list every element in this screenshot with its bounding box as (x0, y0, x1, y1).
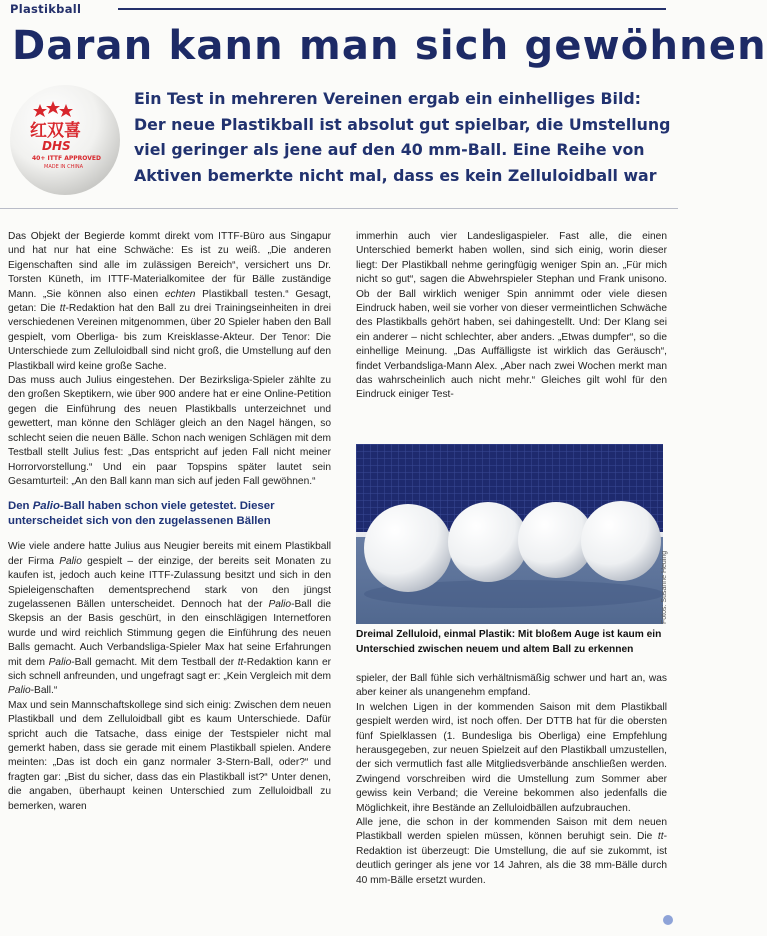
text-emphasis: Palio (8, 685, 31, 697)
text-run: Wie viele andere hatte Julius aus Neugier bereits mit einem Plastikball der Firma (8, 541, 331, 567)
text-run: Alle jene, die schon in der kommenden Saison mit dem neuen Plastikball werden spielen müssen, können beruhigt sein. Die (356, 817, 667, 843)
photo-caption: Dreimal Zelluloid, einmal Plastik: Mit bloßem Auge ist kaum ein Unterschied zwischen neuem und altem Ball zu erkennen (356, 629, 662, 655)
paragraph (8, 230, 331, 374)
section-header (6, 2, 666, 16)
ball-shape (581, 501, 661, 581)
text-emphasis: tt (237, 656, 244, 668)
paragraph (8, 540, 331, 698)
lead-line: Der neue Plastikball ist absolut gut spielbar, die Umstellung (134, 114, 671, 134)
header-rule (118, 8, 666, 10)
photo-credit: Fotos: Susanne Heuing (661, 550, 668, 624)
section-label: Plastikball (10, 2, 82, 16)
body-column-left (8, 230, 331, 814)
text-run: Das Objekt der Begierde kommt direkt vom ITTF-Büro aus Singapur und hat nur hat eine Schwäche: Es ist zu weiß. „Die anderen Eigenschaften sind alle im zulässigen Bereich“, versichert uns Dr. Torsten Küneth, im ITTF-Materialkomitee der für Bälle zuständige Mann. „Sie können also einen (8, 231, 331, 300)
text-run: -Redaktion ist überzeugt: Die Umstellung, die auf sie zukommt, ist deutlich geringer als jene vor 14 Jahren, als die 38 mm-Bälle durch 40 mm-Bälle ersetzt wurden. (356, 831, 667, 886)
lead-line: Aktiven bemerkte nicht mal, dass es kein Zelluloidball war (134, 165, 657, 185)
ball-brand-cn: 红双喜 (30, 121, 81, 141)
text-emphasis: echten (164, 288, 196, 300)
lead-line: Ein Test in mehreren Vereinen ergab ein einhelliges Bild: (134, 89, 641, 108)
paragraph: In welchen Ligen in der kommenden Saison mit dem Plastikball gespielt werden wird, ist noch offen. Der DTTB hat für die obersten fünf Spielklassen (1. Bundesliga bis Oberliga) eine Empfehlung herausgegeben, zur neuen Spielzeit auf den Plastikball umzustellen, der sich vermutlich fast alle Mitgliedsverbände anschließen werden. Zwingend vorschreiben wird die Umstellung zum Sommer aber gewiss kein Verband; die Vereine bekommen also jedenfalls die Möglichkeit, ihre Bestände an Zelluloidbällen aufzubrauchen. (356, 701, 667, 814)
text-run: -Ball die Skepsis an der Basis geschürt, in den einschlägigen Internetforen wurde und wird reichlich Stimmung gegen die Einführung des neuen Balls gemacht. Auch Verbandsliga-Spieler Max hat seine Erfahrungen mit dem (8, 598, 331, 668)
four-balls-photo (356, 444, 663, 624)
text-run: Plastikball testen.“ Gesagt, getan: Die (8, 288, 331, 315)
article-headline: Daran kann man sich gewöhnen (12, 23, 767, 69)
text-run: gespielt – der einzige, der bereits seit Monaten zu kaufen ist, jedoch auch keine ITTF-Zulassung besitzt und sich in den Spieleigenschaften dementsprechend stark von den jüngst zugelassenen Bällen unterscheidet. Dennoch hat der (8, 555, 332, 610)
text-run: -Redaktion hat den Ball zu drei Trainingseinheiten in drei verschiedenen Vereinen mitgenommen, über 20 Spieler haben den Ball gespielt, vom Oberliga- bis zum Kreisklasse-Akteur. Der Tenor: Die Unterschiede zum Zelluloidball sind nicht groß, die Umstellung auf den Plastikball wird keine große Sache. (8, 303, 331, 372)
ball-shape (448, 502, 528, 582)
text-run: -Redaktion kann er sich schnell anfreunden, und ungefragt sagt er: „Kein Vergleich mit dem (8, 656, 332, 682)
text-emphasis: Palio (268, 598, 292, 610)
text-emphasis: tt (657, 831, 664, 843)
lead-line: viel geringer als jene auf den 40 mm-Ball. Eine Reihe von (134, 140, 645, 159)
text-emphasis: Palio (32, 500, 60, 513)
dhs-ball-image (4, 82, 126, 198)
paragraph (356, 816, 667, 888)
paragraph: spieler, der Ball fühle sich verhältnismäßig schwer und hart an, was aber keiner als unangenehm empfand. (356, 673, 667, 699)
ball-spec: 40+ ITTF APPROVED (32, 155, 101, 162)
text-run: -Ball.“ (30, 685, 58, 697)
paragraph: immerhin auch vier Landesligaspieler. Fast alle, die einen Unterschied bemerkt haben wollen, sind sich einig, worin dieser liegt: Der Plastikball nehme geringfügig weniger Spin an. „Für mich nicht so gut“, sagen die Abwehrspieler Stephan und Frank unisono. Ob der Ball wirklich weniger Spin annimmt oder viele diesen Eindruck haben, weil sie vorher von dieser vermeintlichen Schwäche des Plastikballs gehört haben, sei dahingestellt. Und: Der Klang sei ein anderer – nicht schlechter, aber anders. „Etwas dumpfer“, so die einhellige Meinung. „Das Auffälligste ist wirklich das Geräusch“, findet Verbandsliga-Mann Alex. „Aber nach zwei Wochen merkt man das wahrscheinlich auch nicht mehr.“ Gleiches gilt wohl für den Eindruck einiger Test- (356, 231, 667, 401)
paragraph: Max und sein Mannschaftskollege sind sich einig: Zwischen dem neuen Plastikball und dem Zelluloidball gibt es kaum Unterschiede. Dafür spricht auch die Tatsache, dass einige der Testspieler nicht mal gemerkt haben, dass sie gerade mit einem Plastikball spielen. Andere meinten: „Das ist doch ein ganz normaler 3-Stern-Ball, oder?“ und fragten gar: „Bist du sicher, dass das ein Plastikball ist?“ Unter denen, die angaben, überhaupt keinen Unterschied zum Zelluloidball zu bemerken, waren (8, 699, 331, 812)
text-emphasis: Palio (48, 656, 72, 668)
subheading (8, 499, 331, 529)
ball-brand: DHS (42, 139, 71, 153)
body-column-right-bottom (356, 672, 667, 888)
paragraph: Das muss auch Julius eingestehen. Der Bezirksliga-Spieler zählte zu den großen Skeptikern, wie über 900 andere hat er eine Online-Petition gegen die Einführung des neuen Plastikballs unterzeichnet und gewettert, man könne den Schläger gleich an den Nagel hängen, so schlecht seien die neuen Bälle. Schon nach wenigen Schlägen mit dem Testball stellt Julius fest: „Das entspricht auf jeden Fall nicht meiner Horrorvorstellung.“ Und ein paar Topspins später lautet sein Gesamturteil: „An den Ball kann man sich auf jeden Fall gewöhnen.“ (8, 375, 331, 487)
lead-divider (0, 208, 678, 209)
body-column-right-top (356, 230, 667, 403)
text-run: Den (8, 500, 33, 513)
ball-shape (364, 504, 452, 592)
text-emphasis: tt (59, 303, 66, 315)
text-run: -Ball gemacht. Mit dem Testball der (71, 656, 238, 668)
ball-origin: MADE IN CHINA (44, 164, 84, 170)
text-run: -Ball haben schon viele getestet. Dieser unterscheidet sich von den zugelassenen Bällen (8, 500, 275, 528)
article-lead (134, 86, 674, 188)
text-emphasis: Palio (59, 555, 82, 567)
page-end-marker (663, 915, 673, 925)
